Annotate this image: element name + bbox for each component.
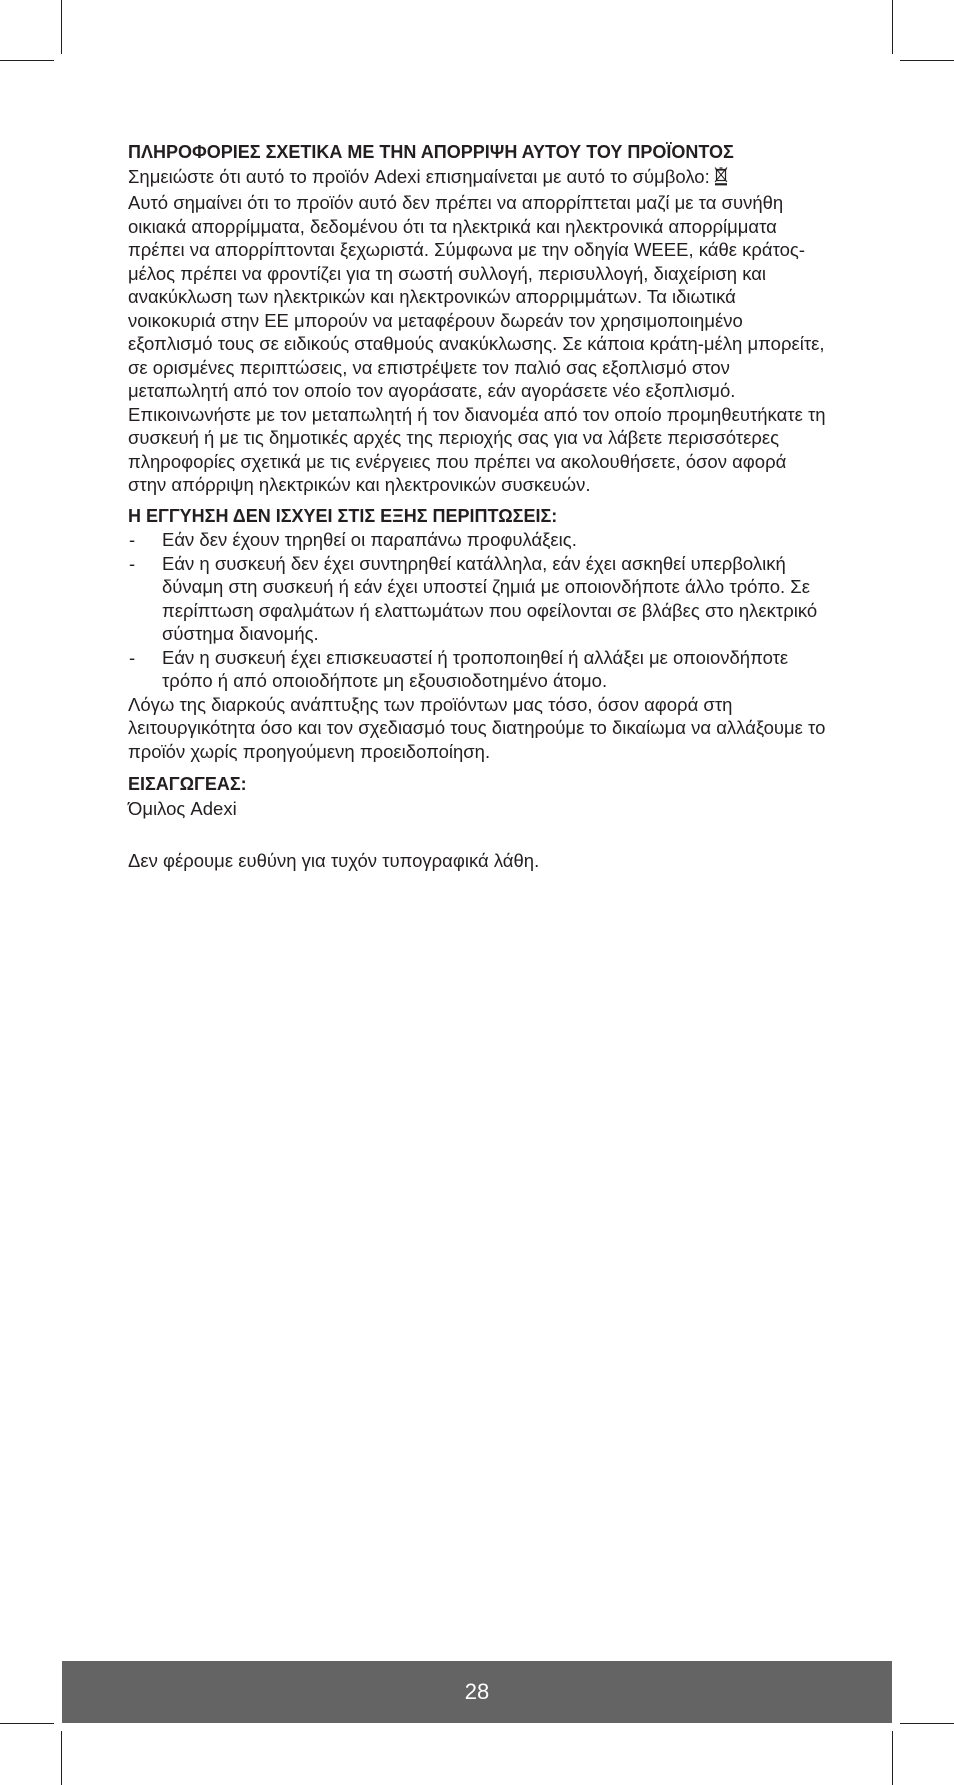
crop-mark-top-left-horizontal xyxy=(0,60,54,61)
page-number: 28 xyxy=(464,1679,490,1704)
list-item: - Εάν δεν έχουν τηρηθεί οι παραπάνω προφυλάξεις. xyxy=(129,529,577,550)
crossed-out-wheelie-bin-icon xyxy=(714,166,728,192)
page-content xyxy=(128,141,828,873)
crop-mark-bottom-left-horizontal xyxy=(0,1723,54,1724)
list-item: - Εάν η συσκευή δεν έχει συντηρηθεί κατάλληλα, εάν έχει ασκηθεί υπερβολική δύναμη στη συσκευή ή εάν έχει υποστεί ζημιά με οποιονδήποτε άλλο τρόπο. Σε περίπτωση σφαλμάτων ή ελαττωμάτων που οφείλονται σε βλάβες στο ηλεκτρικό σύστημα διανομής. xyxy=(129,552,818,644)
footer-bar xyxy=(62,1661,892,1723)
typo-disclaimer: Δεν φέρουμε ευθύνη για τυχόν τυπογραφικά λάθη. xyxy=(128,850,540,871)
warranty-exclusions-list xyxy=(128,528,828,693)
importer-name: Όμιλος Adexi xyxy=(128,797,237,819)
crop-mark-top-right-horizontal xyxy=(900,60,954,61)
warranty-heading: Η ΕΓΓΥΗΣΗ ΔΕΝ ΙΣΧΥΕΙ ΣΤΙΣ ΕΞΗΣ ΠΕΡΙΠΤΩΣΕΙΣ: xyxy=(128,505,558,526)
importer-heading: ΕΙΣΑΓΩΓΕΑΣ: xyxy=(128,774,247,794)
crop-mark-bottom-left-vertical xyxy=(61,1731,62,1785)
crop-mark-top-left-vertical xyxy=(61,0,62,54)
list-item: - Εάν η συσκευή έχει επισκευαστεί ή τροποποιηθεί ή αλλάξει με οποιονδήποτε τρόπο ή από οποιοδήποτε μη εξουσιοδοτημένο άτομο. xyxy=(129,646,789,691)
crop-mark-bottom-right-vertical xyxy=(892,1731,893,1785)
disposal-intro: Σημειώστε ότι αυτό το προϊόν Adexi επισημαίνεται με αυτό το σύμβολο: xyxy=(128,165,828,192)
disposal-body: Αυτό σημαίνει ότι το προϊόν αυτό δεν πρέπει να απορρίπτεται μαζί με τα συνήθη οικιακά απορρίμματα, δεδομένου ότι τα ηλεκτρικά και ηλεκτρονικά απορρίμματα πρέπει να απορρίπτονται ξεχωριστά. Σύμφωνα με την οδηγία WEEE, κάθε κράτος-μέλος πρέπει να φροντίζει για τη σωστή συλλογή, περισυλλογή, διαχείριση και ανακύκλωση των ηλεκτρικών και ηλεκτρονικών απορριμμάτων. Τα ιδιωτικά νοικοκυριά στην ΕΕ μπορούν να μεταφέρουν δωρεάν τον χρησιμοποιημένο εξοπλισμό τους σε ειδικούς σταθμούς ανακύκλωσης. Σε κάποια κράτη-μέλη μπορείτε, σε ορισμένες περιπτώσεις, να επιστρέψετε τον παλιό σας εξοπλισμό στον μεταπωλητή από τον οποίο τον αγοράσατε, εάν αγοράσετε νέο εξοπλισμό. Επικοινωνήστε με τον μεταπωλητή ή τον διανομέα από τον οποίο προμηθευτήκατε τη συσκευή ή με τις δημοτικές αρχές της περιοχής σας για να λάβετε περισσότερες πληροφορίες σχετικά με τις ενέργειες που πρέπει να ακολουθήσετε, όσον αφορά στην απόρριψη ηλεκτρικών και ηλεκτρονικών συσκευών. xyxy=(128,192,826,495)
crop-mark-top-right-vertical xyxy=(892,0,893,54)
crop-mark-bottom-right-horizontal xyxy=(900,1723,954,1724)
disposal-heading: ΠΛΗΡΟΦΟΡΙΕΣ ΣΧΕΤΙΚΑ ΜΕ ΤΗΝ ΑΠΟΡΡΙΨΗ ΑΥΤΟΥ ΤΟΥ ΠΡΟΪΟΝΤΟΣ xyxy=(128,142,734,162)
product-change-notice: Λόγω της διαρκούς ανάπτυξης των προϊόντων μας τόσο, όσον αφορά στη λειτουργικότητα όσο και τον σχεδιασμό τους διατηρούμε το δικαίωμα να αλλάξουμε το προϊόν χωρίς προηγούμενη προειδοποίηση. xyxy=(128,693,826,762)
